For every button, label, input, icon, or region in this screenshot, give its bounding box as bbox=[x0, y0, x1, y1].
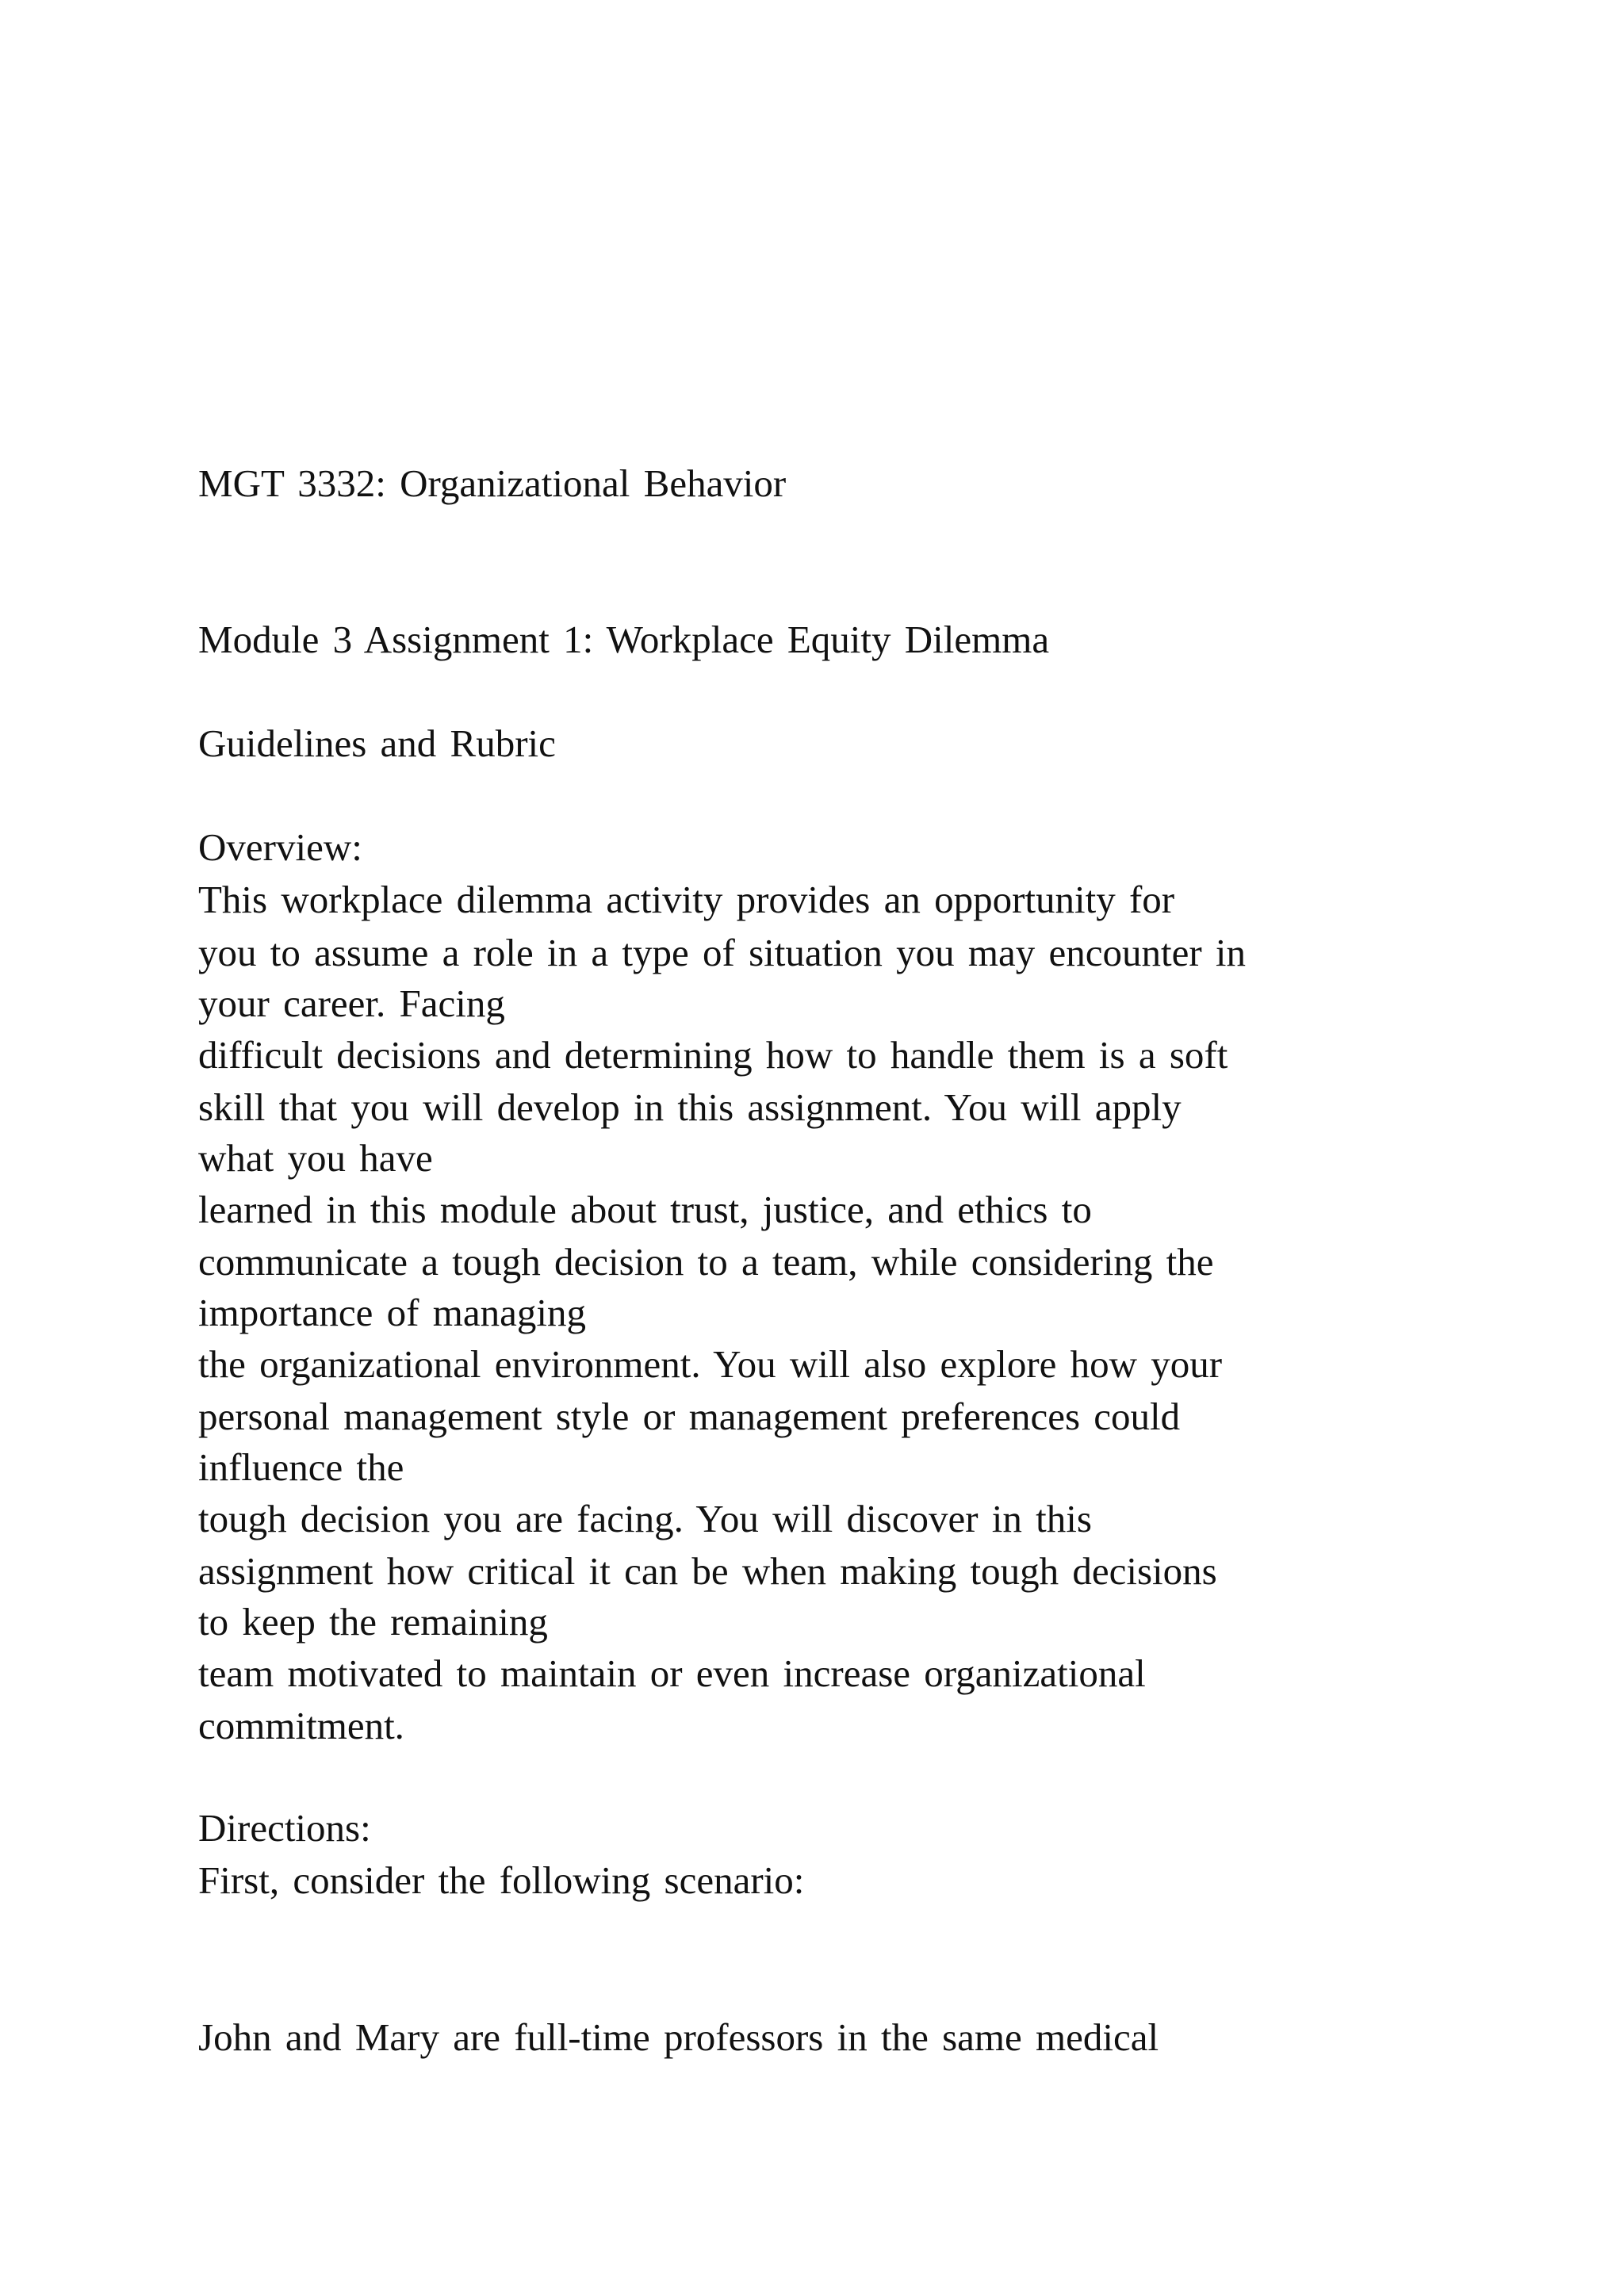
directions-intro: First, consider the following scenario: bbox=[198, 1858, 805, 1902]
overview-line: difficult decisions and determining how to handle them is a soft bbox=[198, 1033, 1228, 1077]
overview-line: the organizational environment. You will also explore how your bbox=[198, 1342, 1223, 1386]
assignment-title: Module 3 Assignment 1: Workplace Equity Dilemma bbox=[198, 618, 1050, 661]
overview-line: your career. Facing bbox=[198, 982, 505, 1025]
scenario-line: John and Mary are full-time professors in the same medical bbox=[198, 2015, 1159, 2059]
course-title: MGT 3332: Organizational Behavior bbox=[198, 461, 787, 505]
overview-line: personal management style or management preferences could bbox=[198, 1395, 1181, 1438]
overview-line: commitment. bbox=[198, 1704, 404, 1747]
overview-line: learned in this module about trust, justice, and ethics to bbox=[198, 1188, 1092, 1231]
guidelines-heading: Guidelines and Rubric bbox=[198, 721, 556, 765]
overview-line: assignment how critical it can be when making tough decisions bbox=[198, 1549, 1217, 1593]
overview-line: influence the bbox=[198, 1445, 404, 1489]
overview-line: tough decision you are facing. You will discover in this bbox=[198, 1497, 1092, 1540]
overview-line: team motivated to maintain or even increase organizational bbox=[198, 1651, 1146, 1695]
overview-heading: Overview: bbox=[198, 825, 362, 869]
directions-heading: Directions: bbox=[198, 1806, 371, 1850]
overview-line: to keep the remaining bbox=[198, 1600, 548, 1644]
overview-line: importance of managing bbox=[198, 1291, 586, 1334]
overview-line: This workplace dilemma activity provides an opportunity for bbox=[198, 878, 1175, 921]
overview-line: what you have bbox=[198, 1136, 433, 1180]
overview-line: communicate a tough decision to a team, while considering the bbox=[198, 1240, 1214, 1284]
overview-line: you to assume a role in a type of situation you may encounter in bbox=[198, 931, 1247, 974]
overview-line: skill that you will develop in this assignment. You will apply bbox=[198, 1085, 1182, 1129]
